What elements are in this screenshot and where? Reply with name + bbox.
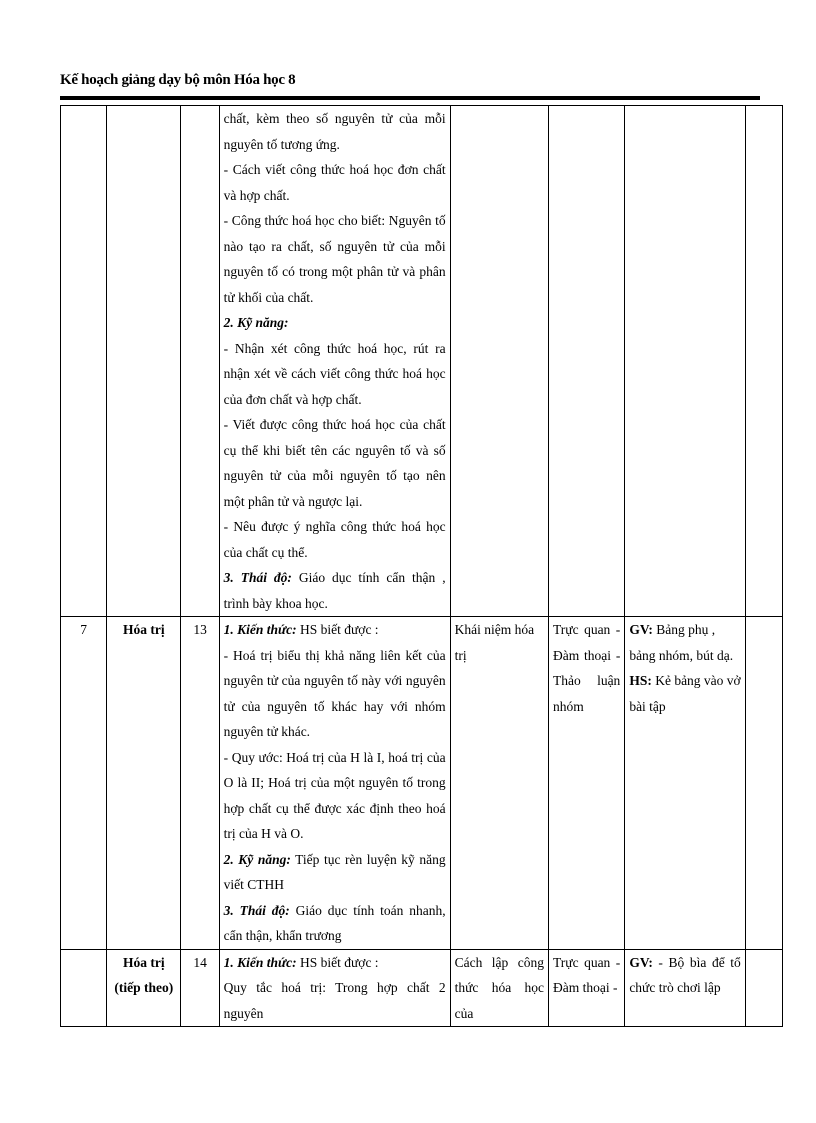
note-cell [745,949,782,1027]
key-knowledge-cell [450,106,548,617]
method-cell: Trực quan - Đàm thoại - [549,949,625,1027]
lesson-number-cell [61,949,107,1027]
lesson-title-sub: (tiếp theo) [114,980,174,995]
teacher-equipment: - Bộ bìa để tổ chức trò chơi lập [629,954,741,995]
page-header-title: Kế hoạch giảng dạy bộ môn Hóa học 8 [60,72,296,88]
equipment-cell [625,106,746,617]
skill-line: - Nhận xét công thức hoá học, rút ra nhận xét về cách viết công thức hoá học của đơn chất và hợp chất. [223,340,446,407]
skill-heading: 2. Kỹ năng: [223,315,289,330]
objective-line: chất, kèm theo số nguyên tử của mỗi nguyên tố tương ứng. [223,111,446,152]
attitude-text: Giáo dục tính toán nhanh, cẩn thận, khẩn trương [223,902,446,943]
attitude-heading: 3. Thái độ: [223,902,290,918]
student-label: HS: [629,673,652,688]
knowledge-text: HS biết được : [296,622,379,637]
attitude-text: Giáo dục tính cẩn thận , trình bày khoa học. [223,570,446,611]
teacher-label: GV: [629,622,653,637]
period-cell: 13 [181,617,219,950]
lesson-number-cell: 7 [61,617,107,950]
equipment-cell [625,617,746,950]
period-cell [181,106,219,617]
teacher-equipment: Bảng phụ , bảng nhóm, bút dạ. [629,622,734,663]
teacher-label: GV: [629,954,653,970]
skill-line: - Viết được công thức hoá học của chất cụ thể khi biết tên các nguyên tố và số nguyên tử của mỗi nguyên tố tạo nên một phân tử và ngược lại. [223,417,446,509]
knowledge-text: HS biết được : [296,954,379,970]
note-cell [745,106,782,617]
lesson-title: Hóa trị [123,954,165,970]
objective-line: Quy tắc hoá trị: Trong hợp chất 2 nguyên [223,980,446,1021]
attitude-heading: 3. Thái độ: [223,570,292,585]
lesson-number-cell [61,106,107,617]
header-rule [60,96,760,100]
method-cell [549,106,625,617]
objectives-cell [219,617,450,950]
table-row [61,949,783,1027]
key-knowledge-cell: Cách lập công thức hóa học của [450,949,548,1027]
lesson-title-cell: Hóa trị [107,617,181,950]
objective-line: - Cách viết công thức hoá học đơn chất và hợp chất. [223,162,446,203]
lesson-title-cell [107,106,181,617]
note-cell [745,617,782,950]
objectives-cell [219,106,450,617]
period-cell: 14 [181,949,219,1027]
key-knowledge-cell: Khái niệm hóa trị [450,617,548,950]
lesson-title-cell [107,949,181,1027]
objective-line: - Quy ước: Hoá trị của H là I, hoá trị của O là II; Hoá trị của một nguyên tố trong hợp chất cụ thể được xác định theo hoá trị của H và O. [223,749,446,841]
skill-heading: 2. Kỹ năng: [223,851,291,867]
lesson-plan-table [60,105,783,1027]
skill-line: - Nêu được ý nghĩa công thức hoá học của chất cụ thể. [223,519,446,560]
objectives-cell [219,949,450,1027]
knowledge-heading: 1. Kiến thức: [223,954,297,970]
equipment-cell [625,949,746,1027]
knowledge-heading: 1. Kiến thức: [223,622,297,637]
objective-line: - Công thức hoá học cho biết: Nguyên tố nào tạo ra chất, số nguyên tử của mỗi nguyên tố có trong một phân tử và phân tử khối của chất. [223,213,446,305]
skill-text: Tiếp tục rèn luyện kỹ năng viết CTHH [223,851,446,892]
table-row [61,617,783,950]
table-row [61,106,783,617]
student-equipment: Kẻ bảng vào vở bài tập [629,673,741,714]
objective-line: - Hoá trị biểu thị khả năng liên kết của nguyên tử của nguyên tố này với nguyên tử của nguyên tố khác hay với nhóm nguyên tử khác. [223,647,446,739]
method-cell: Trực quan - Đàm thoại - Thảo luận nhóm [549,617,625,950]
